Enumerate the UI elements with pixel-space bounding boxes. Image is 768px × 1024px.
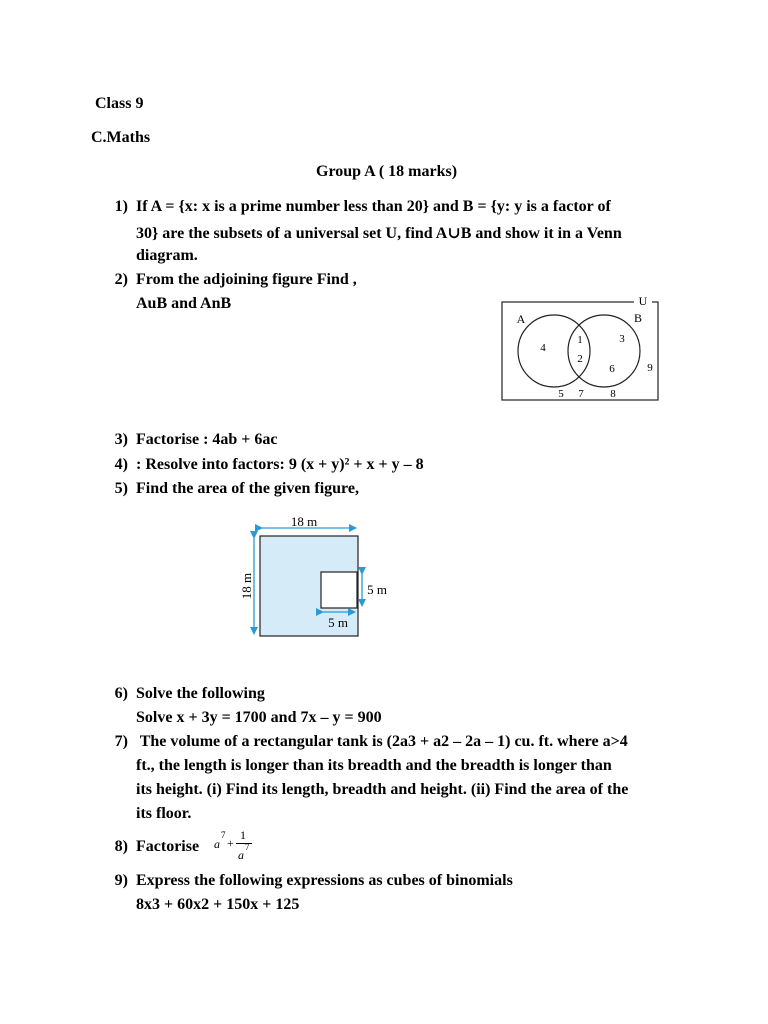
question-text: AuB and AnB <box>136 295 232 312</box>
set-b-label: B <box>633 311 643 325</box>
element-outside: 5 <box>558 388 564 400</box>
question-text: Find the area of the given figure, <box>136 480 359 497</box>
subject-label: C.Maths <box>91 129 151 146</box>
question-number: 2) <box>114 271 128 288</box>
question-text: : Resolve into factors: 9 (x + y)² + x + y – 8 <box>136 456 424 473</box>
set-a-label: A <box>516 312 526 326</box>
question-text: Express the following expressions as cubes of binomials <box>136 872 513 889</box>
question-number: 9) <box>114 872 128 889</box>
left-dimension-label: 18 m <box>239 572 254 600</box>
question-text: its floor. <box>136 805 192 822</box>
element-b-only: 6 <box>609 363 615 375</box>
element-intersection: 1 <box>577 334 583 346</box>
question-number: 6) <box>114 685 128 702</box>
set-a-circle <box>518 315 590 387</box>
expr-denominator: a <box>238 848 244 862</box>
top-dimension-label: 18 m <box>290 514 318 529</box>
question-text: Solve the following <box>136 685 265 702</box>
cut-out-square <box>321 572 357 608</box>
expr-plus: + <box>227 836 234 850</box>
question-number: 1) <box>114 198 128 215</box>
element-intersection: 2 <box>577 353 583 365</box>
cut-out-height-label: 5 m <box>367 582 387 597</box>
element-a-only: 4 <box>540 342 546 354</box>
question-number: 4) <box>114 456 128 473</box>
set-b-circle <box>568 315 640 387</box>
element-outside: 7 <box>578 388 584 400</box>
question-text: ft., the length is longer than its breadth and the breadth is longer than <box>136 757 612 774</box>
expr-denominator-exponent: 7 <box>245 842 250 852</box>
question-text: diagram. <box>136 247 198 264</box>
question-number: 8) <box>114 838 128 855</box>
question-text: Factorise : 4ab + 6ac <box>136 431 278 448</box>
element-outside: 9 <box>647 362 653 374</box>
question-text: its height. (i) Find its length, breadth and height. (ii) Find the area of the <box>136 781 629 798</box>
question-number: 3) <box>114 431 128 448</box>
venn-diagram <box>498 296 668 406</box>
element-outside: 8 <box>610 388 616 400</box>
expr-numerator: 1 <box>240 828 246 842</box>
cut-out-width-label: 5 m <box>328 615 348 630</box>
question-text: Factorise <box>136 838 200 855</box>
question-text: From the adjoining figure Find , <box>136 271 357 288</box>
expr-term: a <box>214 837 220 851</box>
class-label: Class 9 <box>95 95 144 112</box>
question-text: 8x3 + 60x2 + 150x + 125 <box>136 896 300 913</box>
question-number: 5) <box>114 480 128 497</box>
expr-term-exponent: 7 <box>221 830 226 840</box>
element-b-only: 3 <box>619 333 625 345</box>
question-number: 7) <box>114 733 128 750</box>
question-text: The volume of a rectangular tank is (2a3 + a2 – 2a – 1) cu. ft. where a>4 <box>136 733 628 750</box>
question-text: If A = {x: x is a prime number less than 20} and B = {y: y is a factor of <box>136 198 611 215</box>
group-title: Group A ( 18 marks) <box>316 163 458 180</box>
question-text: Solve x + 3y = 1700 and 7x – y = 900 <box>136 709 382 726</box>
area-figure <box>236 512 396 642</box>
question-text: 30} are the subsets of a universal set U, find A∪B and show it in a Venn <box>136 225 622 242</box>
universal-set-label: U <box>638 296 648 308</box>
